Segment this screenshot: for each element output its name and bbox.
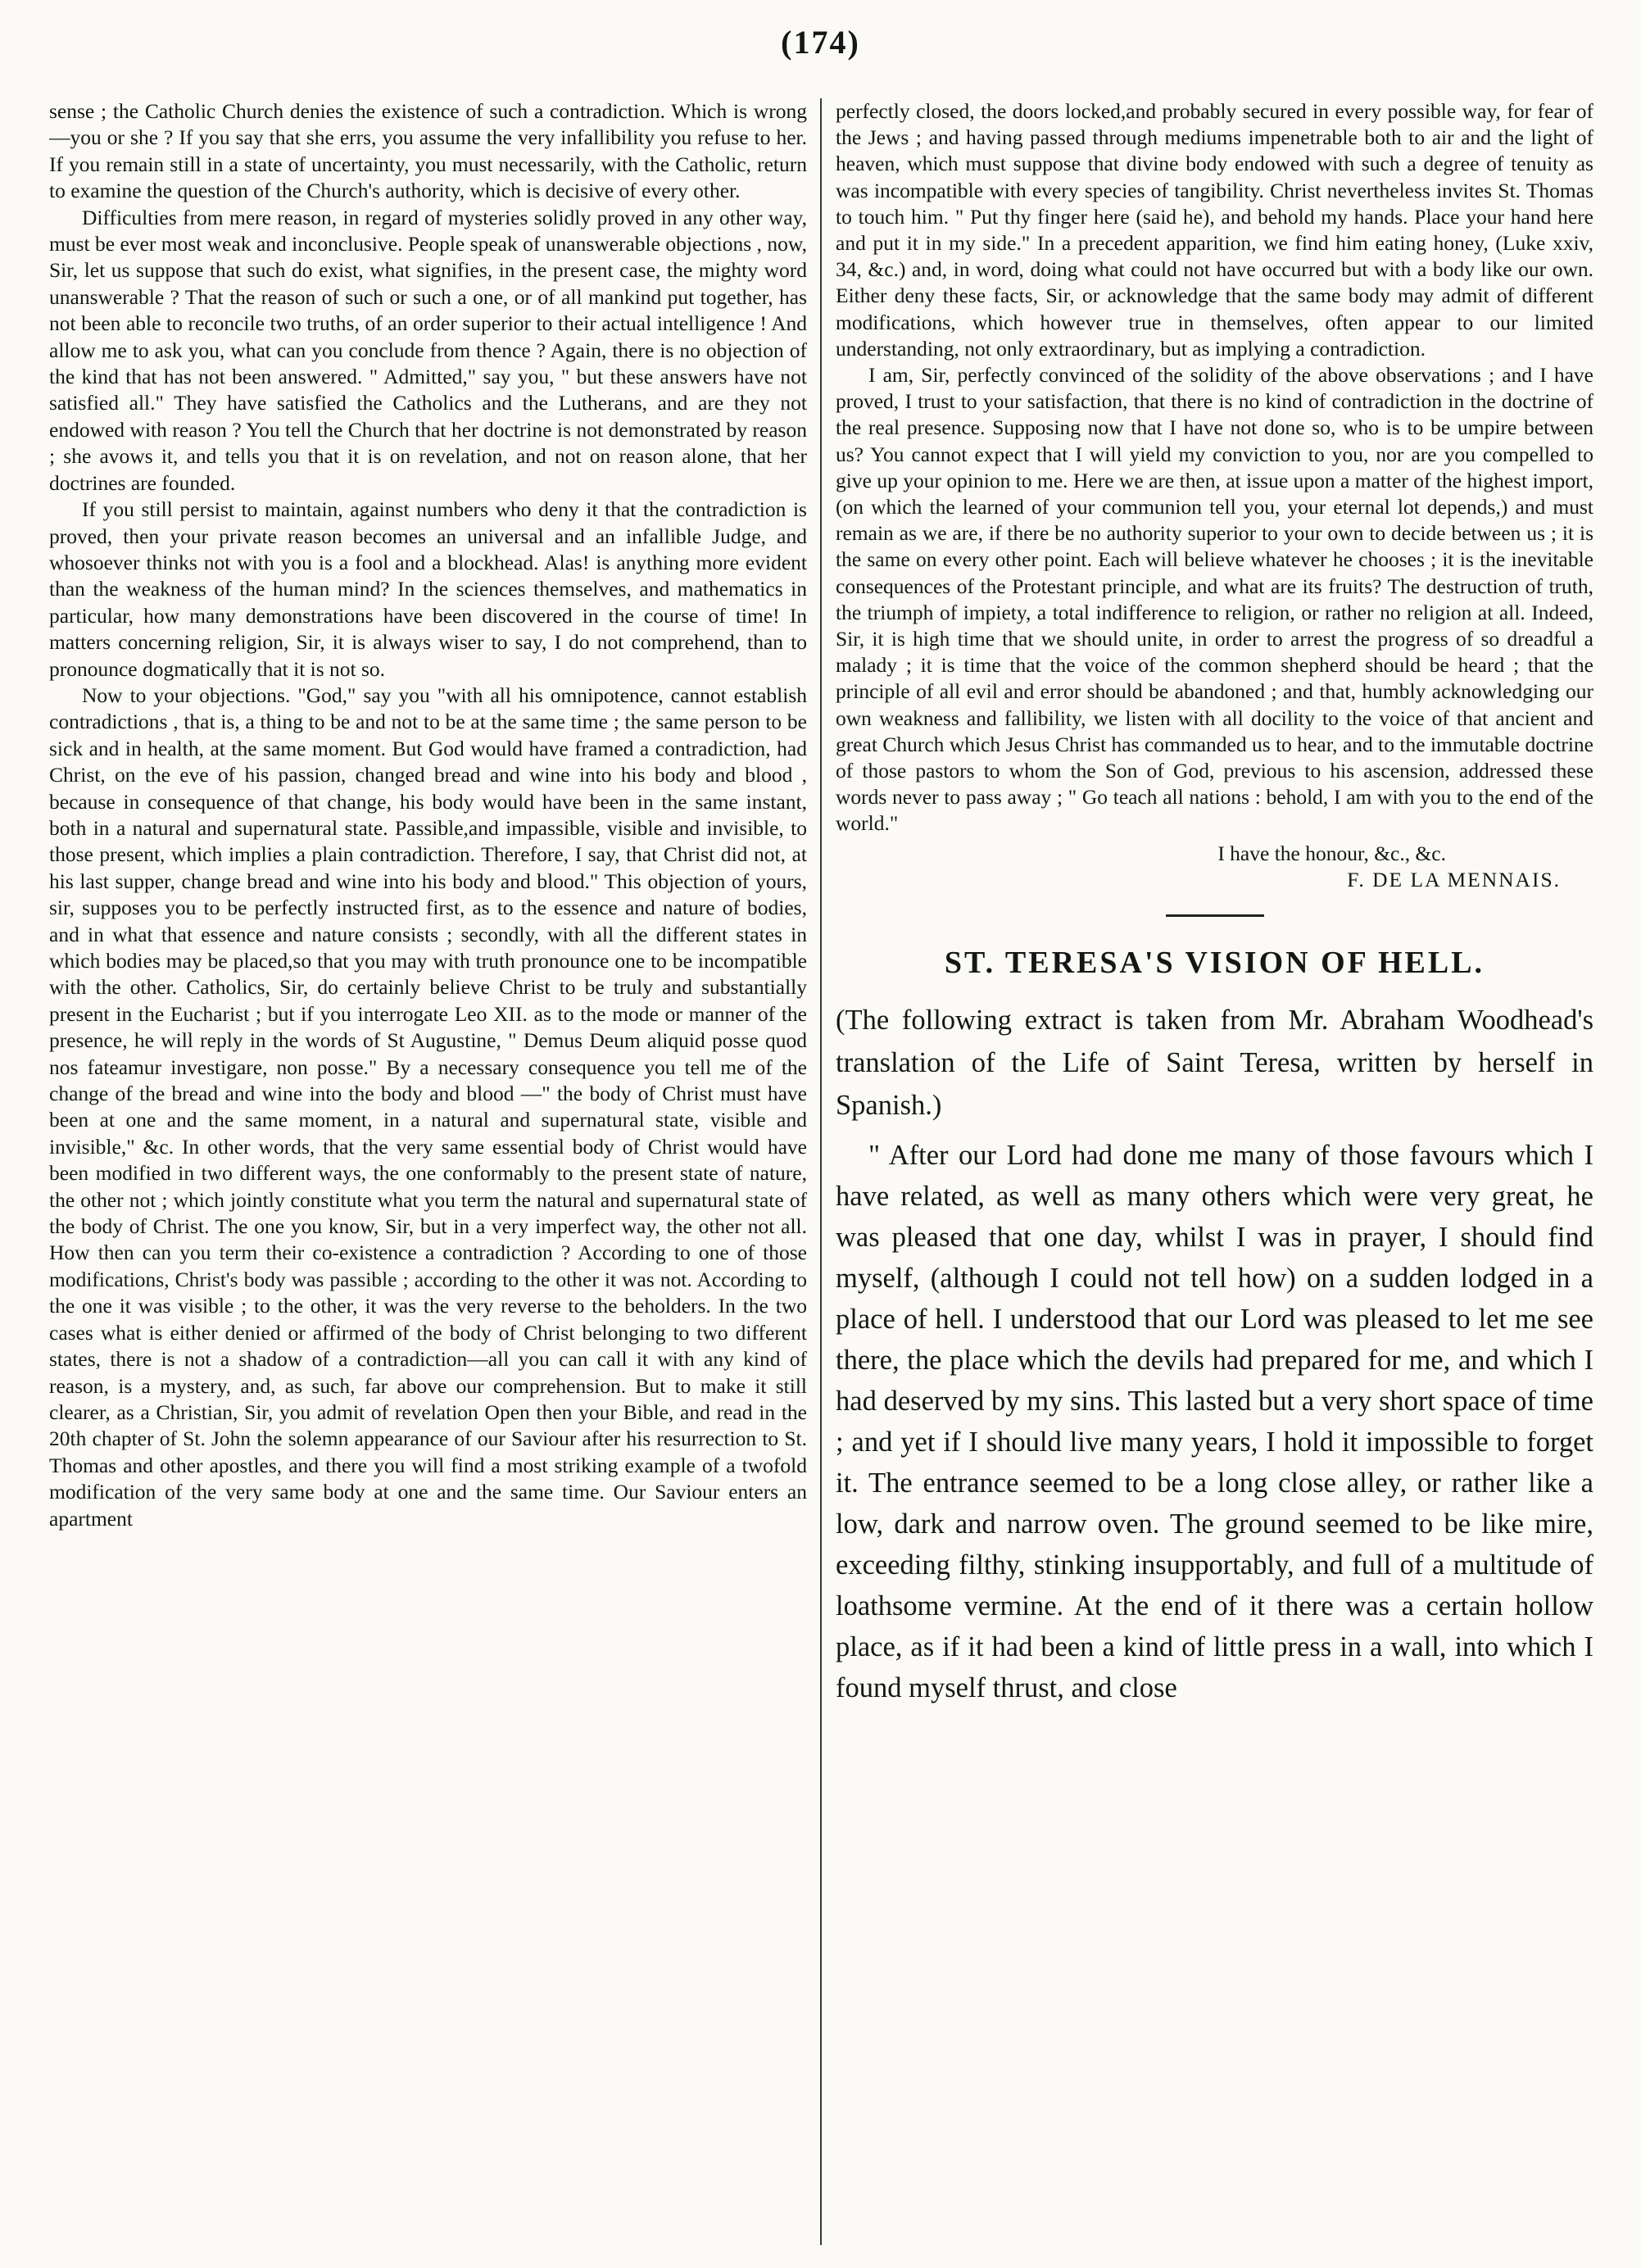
right-column [836,98,1593,2245]
paragraph: I am, Sir, perfectly convinced of the solidity of the above observations ; and I have proved, I trust to your satisfaction, that there is no kind of contradiction in the doctrine of the real presence. Supposing now that I have not done so, who is to be umpire between us? You cannot expect that I will yield my conviction to you, nor are you compelled to give up your opinion to me. Here we are then, at issue upon a matter of the highest import, (on which the learned of your communion tell you, your eternal lot depends,) and must remain as we are, if there be no authority superior to your own to decide between us ; it is the same on every other point. Each will believe whatever he chooses ; it is the inevitable consequences of the Protestant principle, and what are its fruits? The destruction of truth, the triumph of impiety, a total indifference to religion, or rather no religion at all. Indeed, Sir, it is high time that we should unite, in order to arrest the progress of so dreadful a malady ; it is time that the voice of the common shepherd should be heard ; that the principle of all evil and error should be abandoned ; and that, humbly acknowledging our own weakness and fallibility, we listen with all docility to the voice of that ancient and great Church which Jesus Christ has commanded us to hear, and to the immutable doctrine of those pastors to whom the Son of God, previous to his ascension, addressed these words never to pass away ; " Go teach all nations : behold, I am with you to the end of the world." [836,363,1593,836]
paragraph: If you still persist to maintain, against numbers who deny it that the contradiction is proved, then your private reason becomes an universal and an infallible Judge, and whosoever thinks not with you is a fool and a blockhead. Alas! is anything more evident than the weakness of the human mind? In the sciences themselves, and mathematics in particular, how many demonstrations have been discovered in the course of time! In matters concerning religion, Sir, it is always wiser to say, I do not comprehend, than to pronounce dogmatically that it is not so. [49,497,807,681]
paragraph: perfectly closed, the doors locked,and probably secured in every possible way, for fear of the Jews ; and having passed through mediums impenetrable both to air and the light of heaven, which must suppose that divine body endowed with such a degree of tenuity as was incompatible with every species of tangibility. Christ nevertheless invites St. Thomas to touch him. " Put thy finger here (said he), and behold my hands. Place your hand here and put it in my side." In a precedent apparition, we find him eating honey, (Luke xxiv, 34, &c.) and, in word, doing what could not have occurred but with a body like our own. Either deny these facts, Sir, or acknowledge that the same body may admit of different modifications, which however true in themselves, often appear to our limited understanding, not only extraordinary, but as implying a contradiction. [836,99,1593,361]
column-divider [820,98,822,2245]
extract-intro: (The following extract is taken from Mr. Abraham Woodhead's translation of the Life of Saint Teresa, written by herself in Spanish.) [836,1004,1593,1121]
paragraph: sense ; the Catholic Church denies the existence of such a contradiction. Which is wrong—you or she ? If you say that she errs, you assume the very infallibility you refuse to her. If you remain still in a state of uncertainty, you must necessarily, with the Catholic, return to examine the question of the Church's authority, which is decisive of every other. [49,99,807,203]
section-divider [1166,914,1264,917]
vision-paragraph: " After our Lord had done me many of those favours which I have related, as well as many others which were very great, he was pleased that one day, whilst I was in prayer, I should find myself, (although I could not tell how) on a sudden lodged in a place of hell. I understood that our Lord was pleased to let me see there, the place which the devils had prepared for me, and which I had deserved by my sins. This lasted but a very short space of time ; and yet if I should live many years, I hold it impossible to forget it. The entrance seemed to be a long close alley, or rather like a low, dark and narrow oven. The ground seemed to be like mire, exceeding filthy, stinking insupportably, and full of a multitude of loathsome vermine. At the end of it there was a certain hollow place, as if it had been a kind of little press in a wall, into which I found myself thrust, and close [836,1139,1593,1703]
letter-closing: I have the honour, &c., &c. [1217,841,1446,865]
left-column [49,98,807,2245]
page-number: (174) [781,24,860,61]
letter-signature: F. DE LA MENNAIS. [1347,867,1561,891]
section-title: ST. TERESA'S VISION OF HELL. [944,945,1485,980]
paragraph: Difficulties from mere reason, in regard of mysteries solidly proved in any other way, must be ever most weak and inconclusive. People speak of unanswerable objections , now, Sir, let us suppose that such do exist, what signifies, in the present case, the mighty word unanswerable ? That the reason of such or such a one, or of all mankind put together, has not been able to reconcile two truths, of an order superior to their actual intelligence ! And allow me to ask you, what can you conclude from thence ? Again, there is no objection of the kind that has not been answered. " Admitted," say you, " but these answers have not satisfied all." They have satisfied the Catholics and the Lutherans, and are they not endowed with reason ? You tell the Church that her doctrine is not demonstrated by reason ; she avows it, and tells you that it is on revelation, and not on reason alone, that her doctrines are founded. [49,205,807,495]
paragraph: Now to your objections. "God," say you "with all his omnipotence, cannot establish contradictions , that is, a thing to be and not to be at the same time ; the same person to be sick and in health, at the same moment. But God would have framed a contradiction, had Christ, on the eve of his passion, changed bread and wine into his body and blood , because in consequence of that change, his body would have been in the same instant, both in a natural and supernatural state. Passible,and impassible, visible and invisible, to those present, which implies a plain contradiction. Therefore, I say, that Christ did not, at his last supper, change bread and wine into his body and blood." This objection of yours, sir, supposes you to be perfectly instructed first, as to the essence and nature of bodies, and in what that essence and nature consists ; secondly, with all the different states in which bodies may be placed,so that you may with truth pronounce one to be incompatible with the other. Catholics, Sir, do certainly believe Christ to be truly and substantially present in the Eucharist ; but if you interrogate Leo XII. as to the mode or manner of the presence, he will reply in the words of St Augustine, " Demus Deum aliquid posse quod nos fateamur investigare, non posse." By a necessary consequence you tell me of the change of the bread and wine into the body and blood —" the body of Christ must have been at one and the same moment, in a natural and supernatural state, visible and invisible," &c. In other words, that the very same essential body of Christ would have been modified in two different ways, the one conformably to the present state of nature, the other not ; which jointly constitute what you term the natural and supernatural state of the body of Christ. The one you know, Sir, but in a very imperfect way, the other not all. How then can you term their co-existence a contradiction ? According to one of those modifications, Christ's body was passible ; according to the other it was not. According to the one it was visible ; to the other, it was the very reverse to the beholders. In the two cases what is either denied or affirmed of the body of Christ belonging to two different states, there is not a shadow of a contradiction—all you can call it with any kind of reason, is a mystery, and, as such, far above our comprehension. But to make it still clearer, as a Christian, Sir, you admit of revelation Open then your Bible, and read in the 20th chapter of St. John the solemn appearance of our Saviour after his resurrection to St. Thomas and other apostles, and there you will find a most striking example of a twofold modification of the very same body at one and the same time. Our Saviour enters an apartment [49,683,807,1531]
